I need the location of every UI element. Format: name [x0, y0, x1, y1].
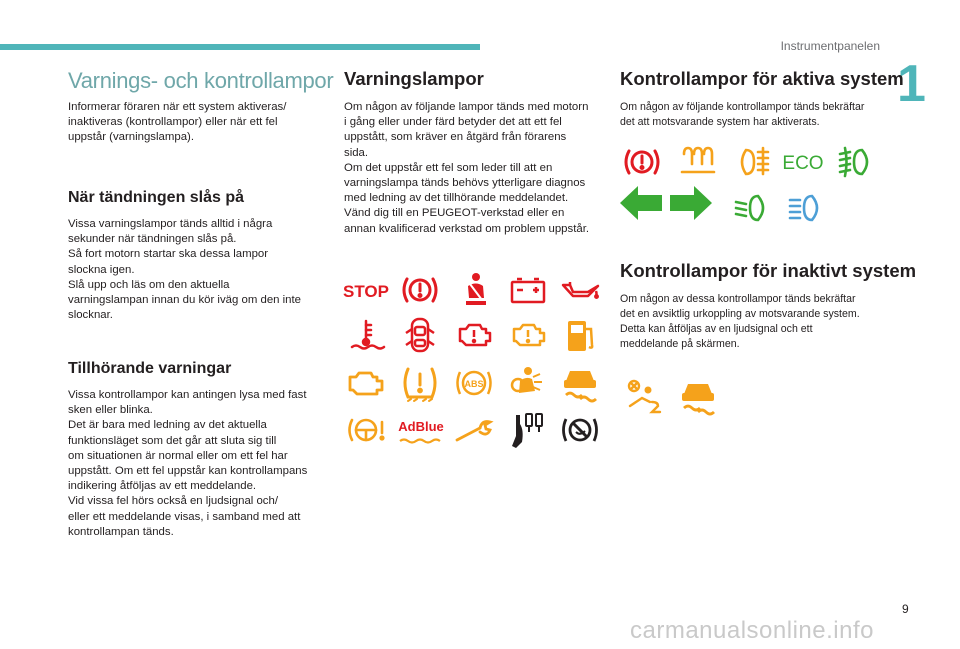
eco-label: ECO	[782, 153, 824, 174]
ignition-text	[68, 217, 330, 323]
text-line: Informerar föraren när ett system aktiveras/	[68, 101, 287, 113]
associated-warnings-heading: Tillhörande varningar	[68, 360, 232, 377]
page-number: 9	[902, 602, 909, 616]
text-line: uppstår (varningslampa).	[68, 131, 194, 144]
tyre-pressure-icon	[398, 363, 442, 403]
eco-icon	[780, 142, 826, 182]
passenger-airbag-off-icon	[622, 376, 666, 416]
text-line: Vid vissa fel hörs också en ljudsignal och/	[68, 495, 278, 508]
airbag-icon	[506, 363, 550, 403]
text-line: eller ett meddelande visas, i samband med att	[68, 510, 301, 523]
main-beam-icon	[784, 188, 828, 228]
inactive-systems-heading: Kontrollampor för inaktivt system	[620, 260, 917, 281]
engine-fault-icon	[452, 315, 496, 355]
parking-brake-icon	[620, 142, 664, 182]
top-accent-bar	[0, 44, 480, 50]
foot-on-brake-icon	[506, 410, 550, 450]
text-line: meddelande på skärmen.	[620, 338, 740, 350]
abs-icon	[452, 363, 496, 403]
associated-warnings-text	[68, 388, 330, 540]
stability-control-icon	[558, 363, 602, 403]
text-line: Om någon av dessa kontrollampor tänds bekräftar	[620, 293, 856, 305]
text-line: Om någon av följande kontrollampor tänds bekräftar	[620, 101, 865, 113]
text-line: Om det uppstår ett fel som leder till att en	[344, 161, 553, 174]
fuel-level-icon	[558, 315, 602, 355]
power-steering-icon	[344, 410, 388, 450]
text-line: Slå upp och läs om den aktuella	[68, 278, 230, 291]
brake-warning-icon	[398, 270, 442, 310]
electric-parking-brake-icon	[558, 410, 602, 450]
seatbelt-icon	[452, 270, 496, 310]
door-open-icon	[398, 315, 442, 355]
text-line: inaktiveras (kontrollampor) eller när ett fel	[68, 116, 278, 129]
text-line: funktionsläget som det går att sluta sig till	[68, 434, 277, 447]
chapter-number: 1	[897, 55, 926, 113]
coolant-temperature-icon	[344, 315, 388, 355]
abs-label: ABS	[464, 379, 484, 389]
right-indicator-icon	[668, 184, 714, 222]
text-line: annan kvalificerad verkstad om problem uppstår.	[344, 222, 590, 235]
warning-lamps-text	[344, 100, 608, 237]
left-indicator-icon	[618, 184, 664, 222]
text-line: uppstått, som kräver en åtgärd från förarens	[344, 131, 567, 144]
text-line: slockna igen.	[68, 263, 135, 276]
battery-icon	[506, 270, 550, 310]
text-line: sida.	[344, 146, 369, 159]
text-line: det att motsvarande system har aktiverats.	[620, 115, 820, 128]
oil-pressure-icon	[558, 270, 602, 310]
engine-management-icon	[344, 363, 388, 403]
text-line: varningslampan innan du kör iväg om den inte	[68, 294, 302, 307]
text-line: Detta kan åtföljas av en ljudsignal och ett	[620, 323, 813, 335]
preheating-icon	[676, 142, 720, 182]
stop-label: STOP	[343, 282, 389, 301]
text-line: Det är bara med ledning av det aktuella	[68, 419, 267, 432]
text-line: sken eller blinka.	[68, 404, 153, 417]
watermark: carmanualsonline.info	[630, 617, 874, 644]
text-line: varningslampa tänds behövs ytterligare diagnos	[344, 177, 586, 190]
page-title: Varnings- och kontrollampor	[68, 68, 334, 93]
engine-fault-outline-icon	[506, 315, 550, 355]
front-fog-icon	[834, 142, 878, 182]
text-line: sekunder när tändningen slås på.	[68, 233, 237, 246]
text-line: Om någon av följande lampor tänds med motorn	[344, 101, 589, 113]
text-line: Vissa varningslampor tänds alltid i några	[68, 218, 273, 230]
inactive-systems-text	[620, 292, 890, 352]
text-line: Vänd dig till en PEUGEOT-verkstad eller en	[344, 207, 565, 220]
active-systems-text	[620, 100, 890, 129]
text-line: uppstått. Om ett fel uppstår kan kontrollampans	[68, 465, 308, 478]
ignition-heading: När tändningen slås på	[68, 189, 245, 206]
dipped-beam-icon	[730, 188, 774, 228]
stability-control-off-icon	[676, 376, 720, 416]
text-line: Så fort motorn startar ska dessa lampor	[68, 248, 269, 261]
text-line: kontrollampan tänds.	[68, 525, 174, 538]
active-systems-heading: Kontrollampor för aktiva system	[620, 68, 904, 89]
text-line: indikering åtföljas av ett meddelande.	[68, 480, 257, 493]
adblue-label: AdBlue	[398, 419, 444, 434]
adblue-icon	[396, 410, 446, 450]
text-line: Vissa kontrollampor kan antingen lysa med fast	[68, 389, 307, 401]
stop-icon	[344, 270, 388, 310]
service-wrench-icon	[452, 410, 496, 450]
rear-fog-icon	[730, 142, 774, 182]
section-header: Instrumentpanelen	[780, 39, 880, 53]
text-line: i gång eller under färd betyder det att ett fel	[344, 116, 562, 129]
warning-lamps-heading: Varningslampor	[344, 68, 484, 89]
text-line: med ledning av det tillhörande meddelandet.	[344, 192, 569, 205]
intro-text	[68, 100, 330, 146]
text-line: slocknar.	[68, 309, 113, 322]
text-line: om situationen är normal eller om ett fel har	[68, 449, 288, 462]
text-line: det en avsiktlig urkoppling av motsvarande system.	[620, 308, 860, 320]
